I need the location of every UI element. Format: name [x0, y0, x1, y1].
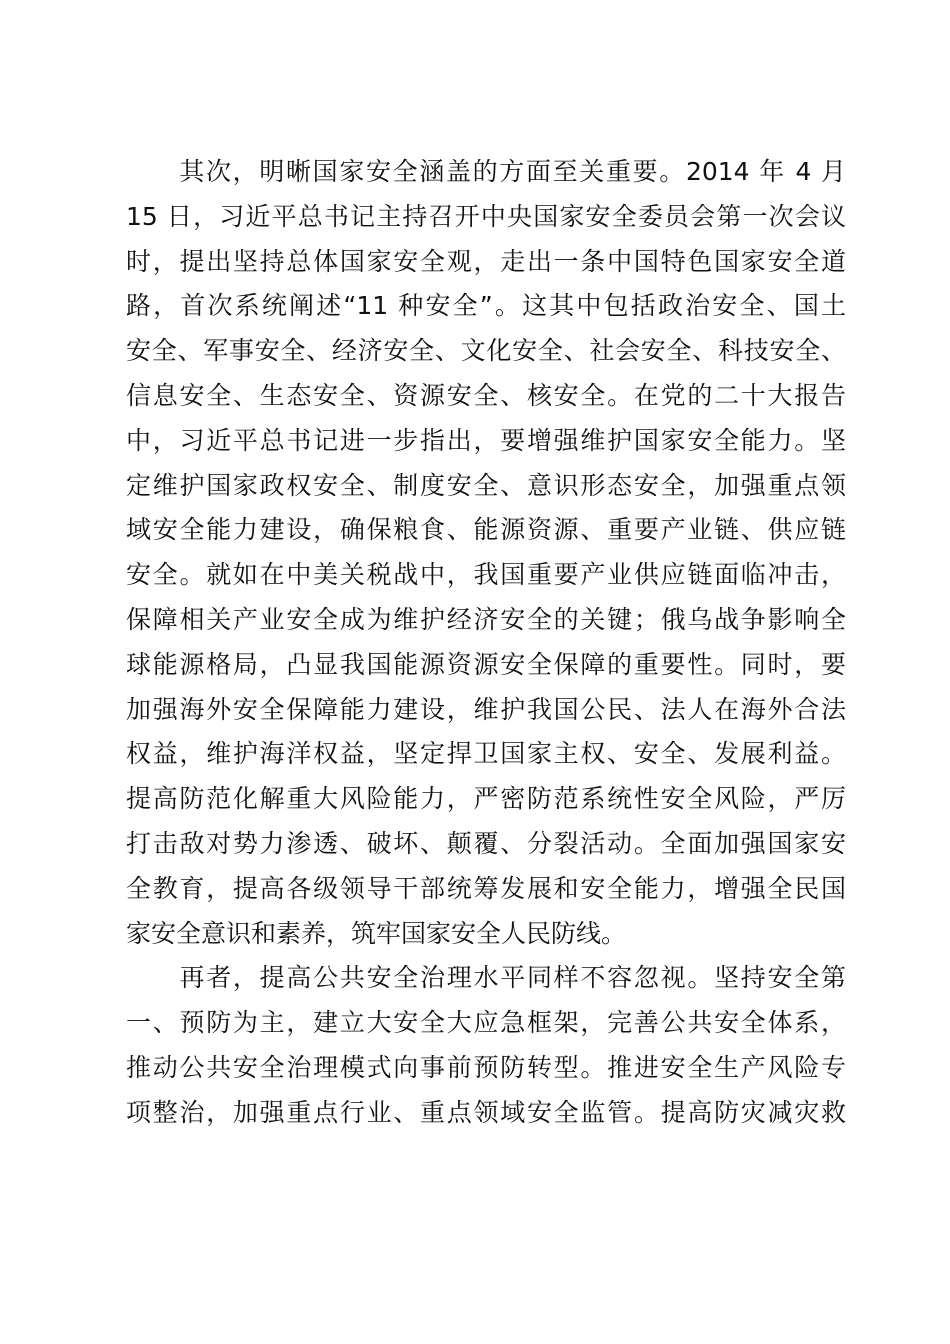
text-line: 再者，提高公共安全治理水平同样不容忽视。坚持安全第 — [126, 963, 846, 993]
text-line: 时，提出坚持总体国家安全观，走出一条中国特色国家安全道 — [126, 246, 846, 276]
text-line: 全教育，提高各级领导干部统筹发展和安全能力，增强全民国 — [126, 873, 846, 903]
text-line: 中，习近平总书记进一步指出，要增强维护国家安全能力。坚 — [126, 425, 846, 455]
text-line: 提高防范化解重大风险能力，严密防范系统性安全风险，严厉 — [126, 784, 846, 814]
text-line: 保障相关产业安全成为维护经济安全的关键；俄乌战争影响全 — [126, 604, 846, 634]
text-line: 一、预防为主，建立大安全大应急框架，完善公共安全体系， — [126, 1008, 846, 1038]
text-line: 安全、军事安全、经济安全、文化安全、社会安全、科技安全、 — [126, 336, 846, 366]
text-line: 项整治，加强重点行业、重点领域安全监管。提高防灾减灾救 — [126, 1097, 846, 1127]
text-line: 家安全意识和素养，筑牢国家安全人民防线。 — [126, 918, 627, 948]
text-line: 打击敌对势力渗透、破坏、颠覆、分裂活动。全面加强国家安 — [126, 828, 846, 858]
text-line: 15 日，习近平总书记主持召开中央国家安全委员会第一次会议 — [126, 201, 846, 231]
text-line: 域安全能力建设，确保粮食、能源资源、重要产业链、供应链 — [126, 515, 846, 545]
text-line: 信息安全、生态安全、资源安全、核安全。在党的二十大报告 — [126, 380, 846, 410]
text-line: 球能源格局，凸显我国能源资源安全保障的重要性。同时，要 — [126, 649, 846, 679]
text-line: 加强海外安全保障能力建设，维护我国公民、法人在海外合法 — [126, 694, 846, 724]
body-text — [126, 150, 846, 1136]
text-line: 权益，维护海洋权益，坚定捍卫国家主权、安全、发展利益。 — [126, 739, 846, 769]
text-line: 定维护国家政权安全、制度安全、意识形态安全，加强重点领 — [126, 470, 846, 500]
text-line: 推动公共安全治理模式向事前预防转型。推进安全生产风险专 — [126, 1052, 846, 1082]
text-line: 路，首次系统阐述“11 种安全”。这其中包括政治安全、国土 — [126, 291, 846, 321]
text-line: 其次，明晰国家安全涵盖的方面至关重要。2014 年 4 月 — [126, 157, 846, 186]
text-line: 安全。就如在中美关税战中，我国重要产业供应链面临冲击， — [126, 560, 846, 590]
